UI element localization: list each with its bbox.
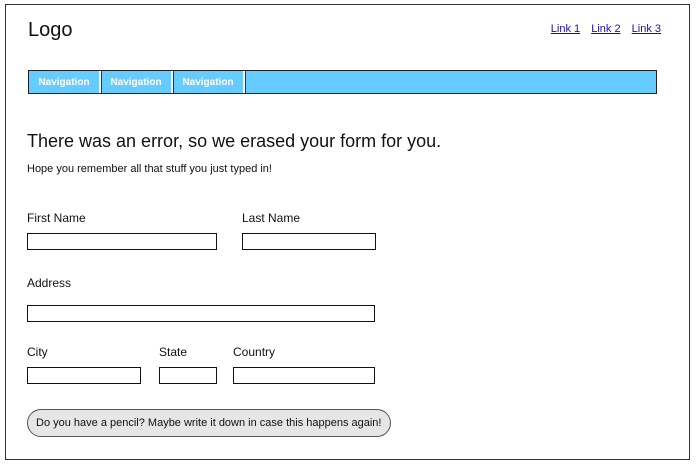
state-input[interactable] (159, 367, 217, 384)
link-3[interactable]: Link 3 (631, 23, 661, 35)
top-links (543, 23, 661, 35)
logo: Logo (28, 19, 73, 41)
nav-item-3[interactable]: Navigation (173, 71, 245, 93)
city-label: City (27, 345, 48, 359)
first-name-input[interactable] (27, 233, 217, 250)
address-input[interactable] (27, 305, 375, 322)
last-name-input[interactable] (242, 233, 376, 250)
error-heading: There was an error, so we erased your form for you. (27, 131, 442, 151)
last-name-label: Last Name (242, 211, 301, 225)
link-1[interactable]: Link 1 (550, 23, 581, 35)
first-name-label: First Name (27, 211, 86, 225)
state-label: State (159, 345, 188, 359)
navigation-bar (28, 70, 657, 94)
address-label: Address (27, 276, 72, 290)
error-subtext: Hope you remember all that stuff you just typed in! (27, 163, 272, 175)
city-input[interactable] (27, 367, 141, 384)
page-frame (5, 4, 690, 460)
pencil-reminder-button[interactable]: Do you have a pencil? Maybe write it down in case this happens again! (27, 409, 391, 437)
country-input[interactable] (233, 367, 375, 384)
nav-item-1[interactable]: Navigation (29, 71, 101, 93)
country-label: Country (233, 345, 276, 359)
nav-item-2[interactable]: Navigation (101, 71, 173, 93)
link-2[interactable]: Link 2 (591, 23, 621, 35)
